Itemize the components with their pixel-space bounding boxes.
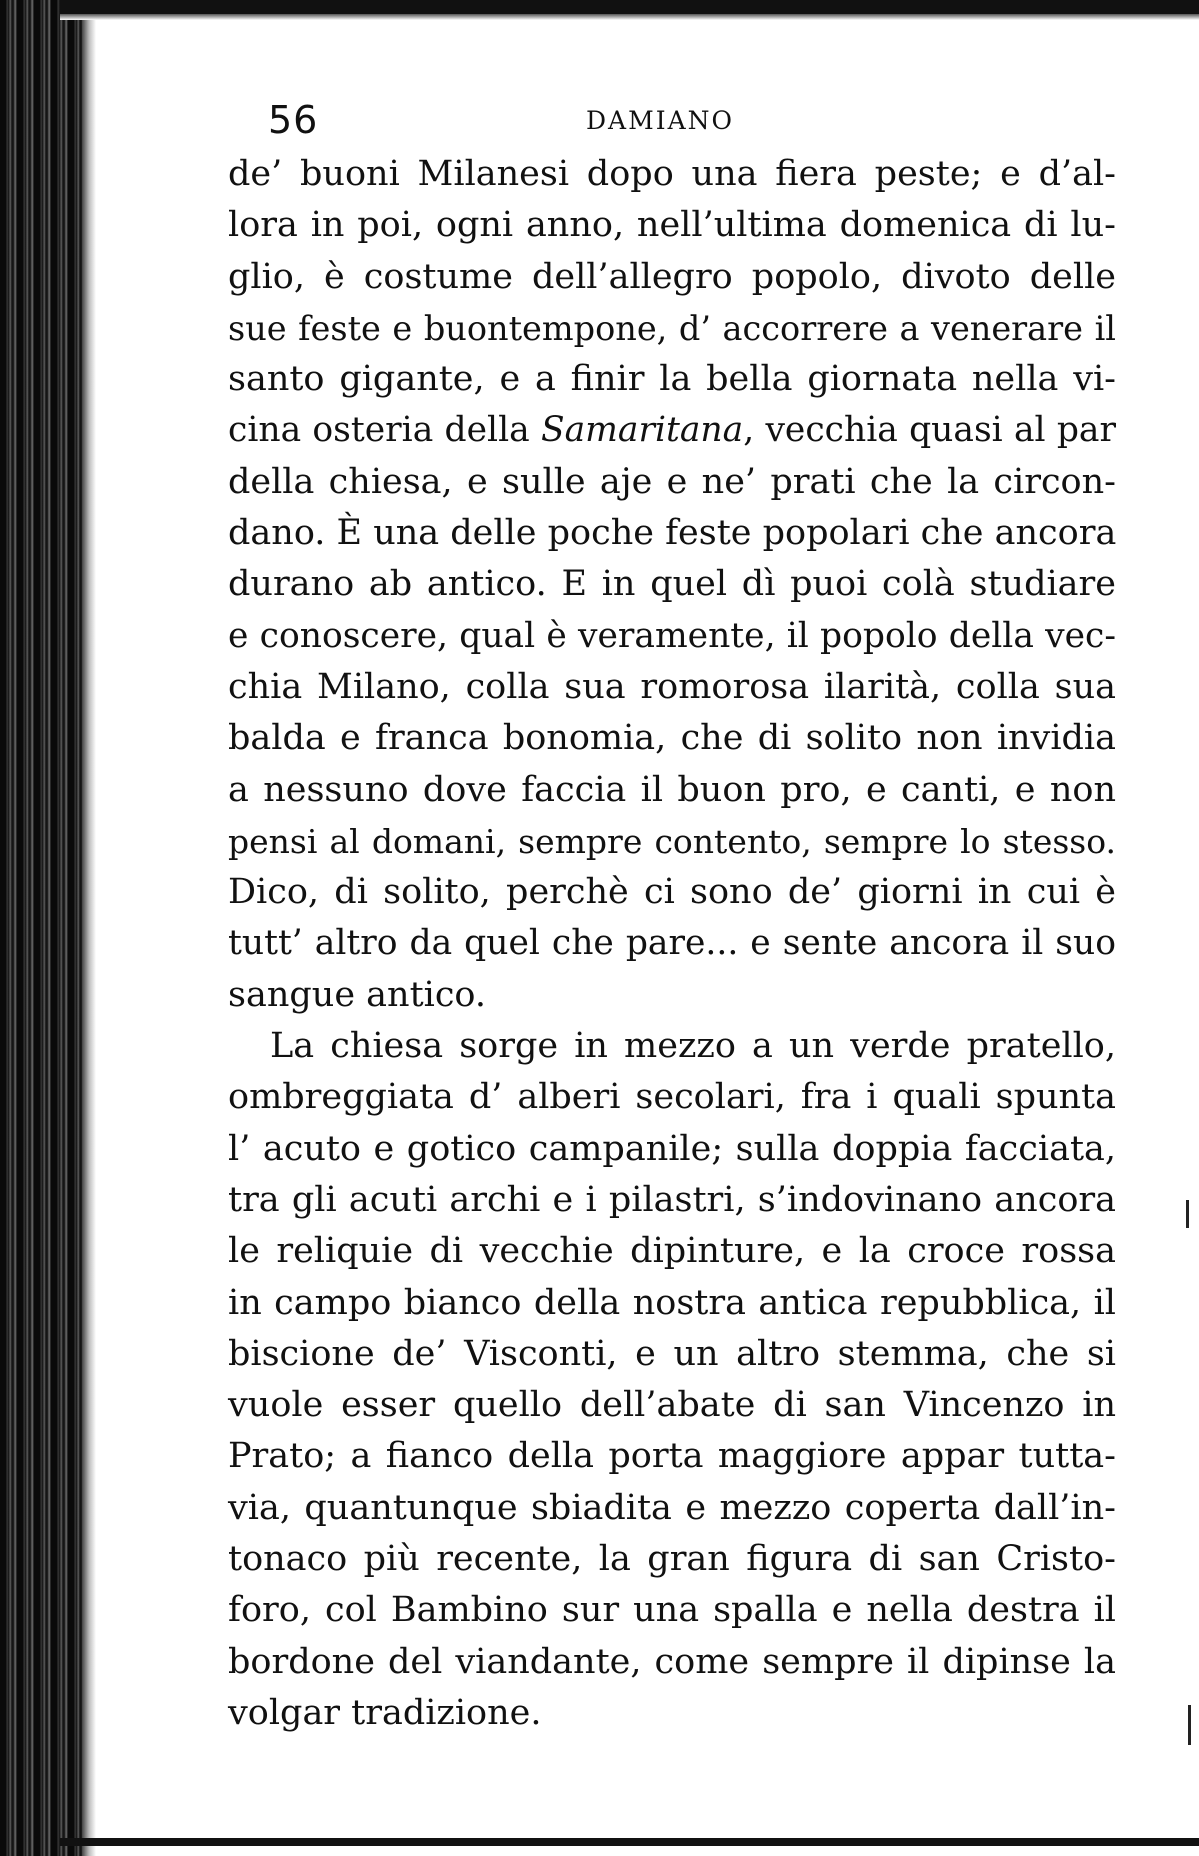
running-head: DAMIANO bbox=[586, 106, 734, 135]
page-number: 56 bbox=[268, 98, 319, 142]
text-line: chia Milano, colla sua romorosa ilarità, colla sua bbox=[228, 666, 1116, 707]
text-line: tra gli acuti archi e i pilastri, s’indovinano ancora bbox=[228, 1179, 1116, 1220]
text-line: balda e franca bonomia, che di solito non invidia bbox=[228, 718, 1116, 759]
scan-bottom-border bbox=[60, 1838, 1199, 1846]
text-line bbox=[228, 405, 1116, 456]
text-line: della chiesa, e sulle aje e ne’ prati che la circon- bbox=[228, 461, 1116, 502]
text-line: via, quantunque sbiadita e mezzo coperta dall’in- bbox=[228, 1487, 1116, 1528]
paragraph bbox=[228, 149, 1116, 1021]
page-header bbox=[268, 98, 1128, 142]
text-line: tutt’ altro da quel che pare... e sente ancora il suo bbox=[228, 923, 1116, 964]
scan-top-border bbox=[60, 0, 1199, 14]
book-spine-shadow bbox=[0, 0, 82, 1856]
text-line: volgar tradizione. bbox=[228, 1692, 542, 1733]
text-line: foro, col Bambino sur una spalla e nella destra il bbox=[228, 1590, 1116, 1631]
text-line: La chiesa sorge in mezzo a un verde pratello, bbox=[270, 1026, 1116, 1067]
paragraph bbox=[228, 1021, 1116, 1739]
text-line: pensi al domani, sempre contento, sempre lo stesso. bbox=[228, 821, 1116, 861]
text-line: le reliquie di vecchie dipinture, e la croce rossa bbox=[228, 1231, 1116, 1272]
text-line: tonaco più recente, la gran figura di san Cristo- bbox=[228, 1539, 1116, 1580]
text-line: lora in poi, ogni anno, nell’ultima domenica di lu- bbox=[228, 205, 1116, 246]
page-gutter-edge bbox=[82, 0, 96, 1856]
body-text bbox=[228, 149, 1116, 1739]
text-line: de’ buoni Milanesi dopo una fiera peste; e d’al- bbox=[228, 154, 1116, 194]
text-line: sue feste e buontempone, d’ accorrere a venerare il bbox=[228, 308, 1116, 348]
text-line: glio, è costume dell’allegro popolo, divoto delle bbox=[228, 256, 1116, 297]
scan-top-fade bbox=[60, 14, 1199, 20]
text-line: durano ab antico. E in quel dì puoi colà studiare bbox=[228, 564, 1116, 605]
text-line: l’ acuto e gotico campanile; sulla doppia facciata, bbox=[228, 1128, 1116, 1169]
text-line: vuole esser quello dell’abate di san Vincenzo in bbox=[228, 1385, 1116, 1426]
text-line: santo gigante, e a finir la bella giornata nella vi- bbox=[228, 359, 1116, 400]
text-segment: cina osteria della bbox=[228, 410, 530, 451]
text-line: ombreggiata d’ alberi secolari, fra i quali spunta bbox=[228, 1077, 1116, 1118]
text-line: biscione de’ Visconti, e un altro stemma, che si bbox=[228, 1333, 1116, 1374]
italic-title: Samaritana bbox=[540, 410, 744, 451]
text-line: Dico, di solito, perchè ci sono de’ giorni in cui è bbox=[228, 872, 1116, 913]
text-line: bordone del viandante, come sempre il dipinse la bbox=[228, 1641, 1116, 1682]
text-line: dano. È una delle poche feste popolari che ancora bbox=[228, 513, 1117, 554]
text-line: in campo bianco della nostra antica repubblica, il bbox=[228, 1282, 1116, 1323]
text-line: Prato; a fianco della porta maggiore appar tutta- bbox=[228, 1436, 1116, 1477]
text-line: sangue antico. bbox=[228, 974, 487, 1015]
text-line: a nessuno dove faccia il buon pro, e canti, e non bbox=[228, 769, 1116, 810]
text-segment: , vecchia quasi al par bbox=[743, 410, 1116, 451]
text-line: e conoscere, qual è veramente, il popolo della vec- bbox=[228, 615, 1116, 656]
